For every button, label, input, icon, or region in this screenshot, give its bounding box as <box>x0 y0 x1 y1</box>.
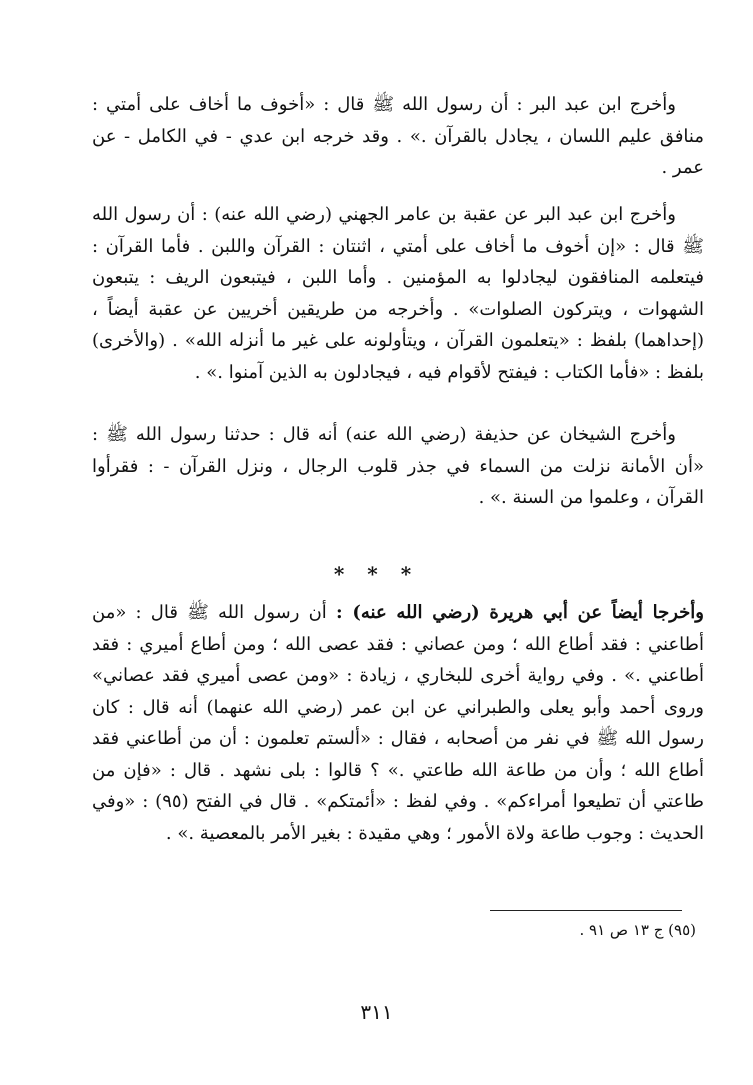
paragraph-abu-hurayra <box>92 597 704 849</box>
footnote-divider <box>490 910 682 911</box>
page-number: ٣١١ <box>360 1000 393 1024</box>
footnote: (٩٥) ج ١٣ ص ٩١ . <box>579 921 696 939</box>
paragraph-text: وأخرج الشيخان عن حذيفة (رضي الله عنه) أنه قال : حدثنا رسول الله ﷺ : «أن الأمانة نزلت من السماء في جذر قلوب الرجال ، ونزل القرآن - : فقرأوا القرآن ، وعلموا من السنة .» . <box>92 424 704 508</box>
paragraph-hudhayfa <box>92 419 704 514</box>
section-separator: * * * <box>333 562 420 586</box>
paragraph-lead-bold: وأخرجا أيضاً عن أبي هريرة (رضي الله عنه) : <box>335 602 704 623</box>
paragraph-ibn-abd-al-barr <box>92 89 704 184</box>
paragraph-body: أن رسول الله ﷺ قال : «من أطاعني : فقد أطاع الله ؛ ومن عصاني : فقد عصى الله ؛ ومن أطاع أميري : فقد أطاعني .» . وفي رواية أخرى للبخاري ، زيادة : «ومن عصى أميري فقد عصاني» وروى أحمد وأبو يعلى والطبراني عن ابن عمر (رضي الله عنهما) أنه قال : كان رسول الله ﷺ في نفر من أصحابه ، فقال : «ألستم تعلمون : أن من أطاعني فقد أطاع الله ؛ وأن من طاعة الله طاعتي .» ؟ قالوا : بلى نشهد . قال : «فإن من طاعتي أن تطيعوا أمراءكم» . وفي لفظ : «أئمتكم» . قال في الفتح (٩٥) : «وفي الحديث : وجوب طاعة ولاة الأمور ؛ وهي مقيدة : بغير الأمر بالمعصية .» . <box>92 602 705 844</box>
paragraph-text: وأخرج ابن عبد البر عن عقبة بن عامر الجهني (رضي الله عنه) : أن رسول الله ﷺ قال : «إن أخوف ما أخاف على أمتي ، اثنتان : القرآن واللبن . فأما القرآن : فيتعلمه المنافقون ليجادلوا به المؤمنين . وأما اللبن ، فيتبعون الريف : يتبعون الشهوات ، ويتركون الصلوات» . وأخرجه من طريقين أخريين عن عقبة أيضاً ، (إحداهما) بلفظ : «يتعلمون القرآن ، ويتأولونه على غير ما أنزله الله» . (والأخرى) بلفظ : «فأما الكتاب : فيفتح لأقوام فيه ، فيجادلون به الذين آمنوا .» . <box>92 204 704 383</box>
paragraph-text: وأخرج ابن عبد البر : أن رسول الله ﷺ قال : «أخوف ما أخاف على أمتي : منافق عليم اللسان ، يجادل بالقرآن .» . وقد خرجه ابن عدي - في الكامل - عن عمر . <box>92 94 704 178</box>
paragraph-uqba-ibn-amir <box>92 199 704 388</box>
paragraph-text <box>92 597 704 849</box>
